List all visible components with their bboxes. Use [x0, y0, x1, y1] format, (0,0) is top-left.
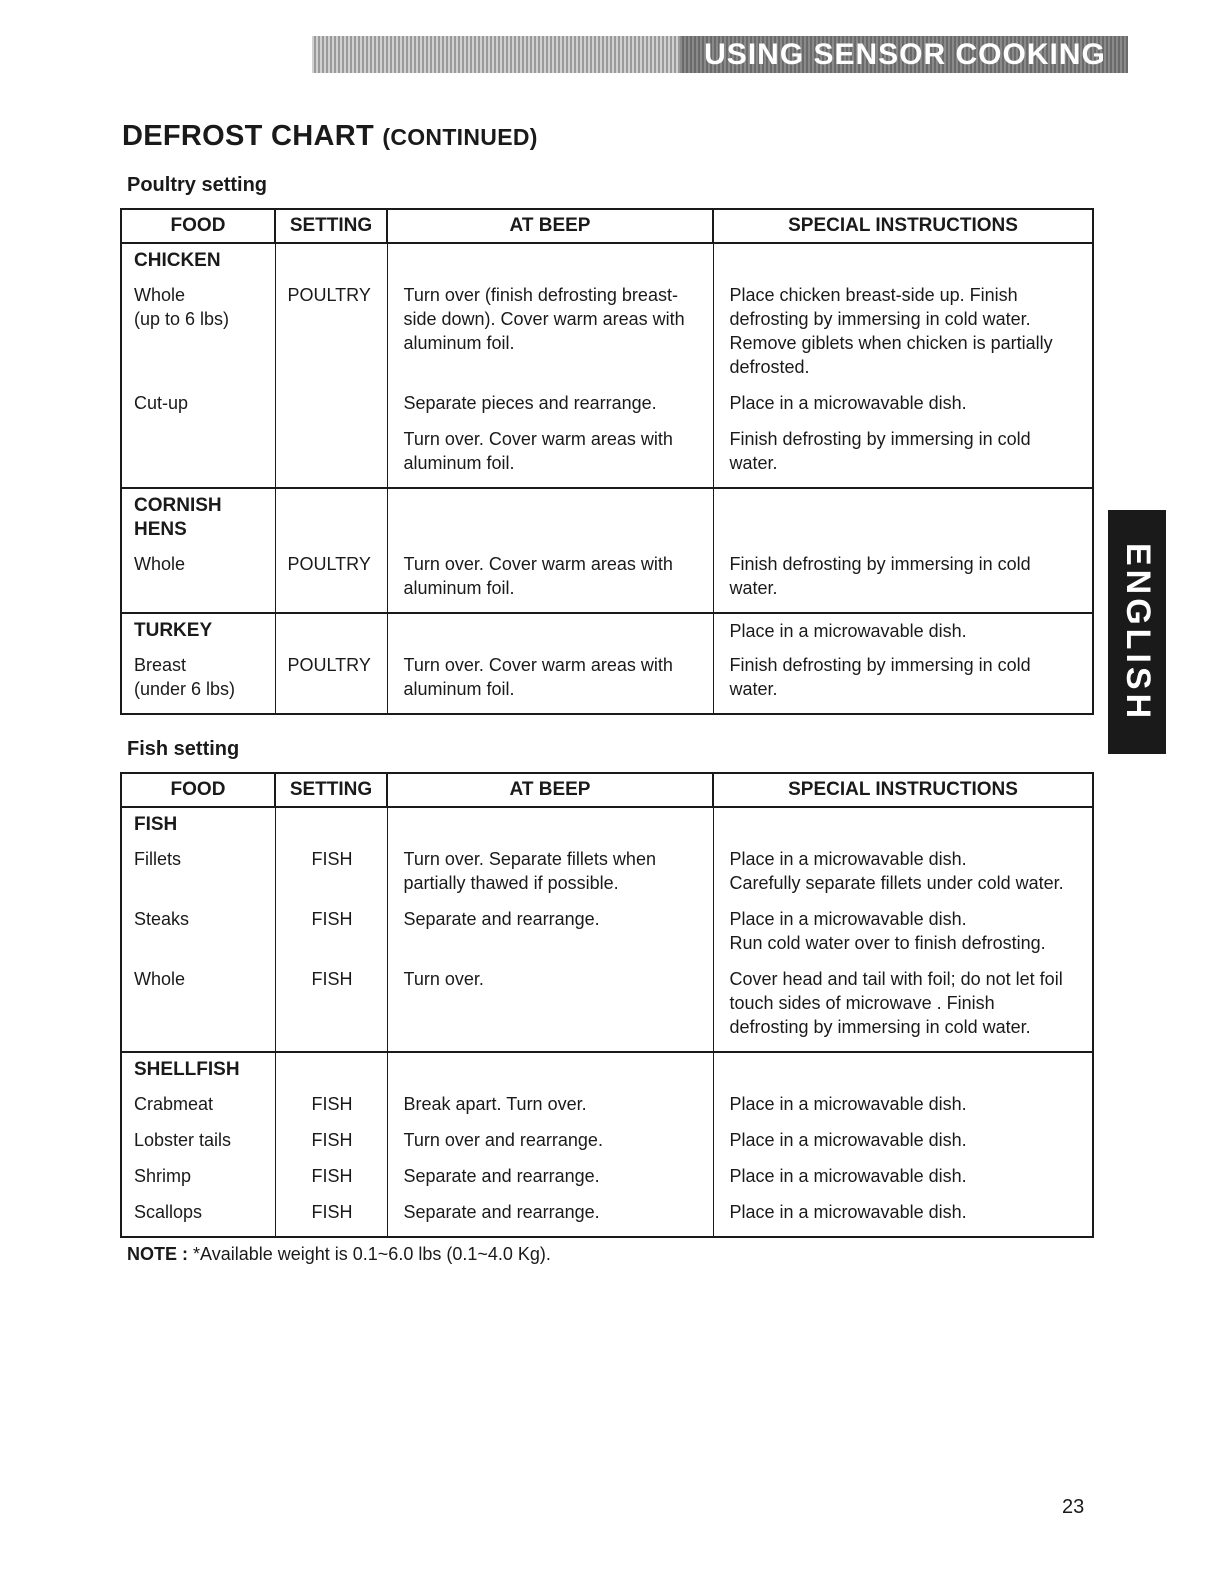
food-cell: Whole	[121, 967, 275, 1052]
column-header-at-beep: AT BEEP	[387, 773, 713, 807]
weight-note	[127, 1244, 551, 1265]
at-beep-cell: Turn over. Separate fillets when partially thawed if possible.	[387, 847, 713, 907]
setting-cell: FISH	[275, 1128, 387, 1164]
header-title: USING SENSOR COOKING	[704, 38, 1106, 71]
setting-cell: POULTRY	[275, 283, 387, 391]
special-cell: Place in a microwavable dish.	[713, 613, 1093, 653]
column-header-food: FOOD	[121, 773, 275, 807]
group-label: CORNISH HENS	[121, 488, 275, 552]
food-cell: Shrimp	[121, 1164, 275, 1200]
setting-cell: POULTRY	[275, 653, 387, 714]
setting-cell	[275, 391, 387, 427]
at-beep-cell: Turn over. Cover warm areas with aluminum foil.	[387, 653, 713, 714]
setting-cell: FISH	[275, 847, 387, 907]
special-cell: Place chicken breast-side up. Finish defrosting by immersing in cold water. Remove giblets when chicken is partially defrosted.	[713, 283, 1093, 391]
group-label: FISH	[121, 807, 275, 847]
table-row	[121, 283, 1093, 391]
column-header-special: SPECIAL INSTRUCTIONS	[713, 773, 1093, 807]
setting-cell	[275, 427, 387, 488]
group-row-turkey	[121, 613, 1093, 653]
special-cell: Place in a microwavable dish.	[713, 1092, 1093, 1128]
table-row	[121, 391, 1093, 427]
column-header-at-beep: AT BEEP	[387, 209, 713, 243]
special-cell: Place in a microwavable dish. Run cold water over to finish defrosting.	[713, 907, 1093, 967]
special-cell: Finish defrosting by immersing in cold water.	[713, 653, 1093, 714]
at-beep-cell: Separate pieces and rearrange.	[387, 391, 713, 427]
special-cell: Finish defrosting by immersing in cold water.	[713, 552, 1093, 613]
at-beep-cell: Turn over. Cover warm areas with aluminum foil.	[387, 552, 713, 613]
at-beep-cell: Break apart. Turn over.	[387, 1092, 713, 1128]
table-row	[121, 427, 1093, 488]
column-header-food: FOOD	[121, 209, 275, 243]
page-number: 23	[1062, 1496, 1085, 1518]
special-cell: Finish defrosting by immersing in cold water.	[713, 427, 1093, 488]
group-row-cornish-hens	[121, 488, 1093, 552]
food-cell: Whole	[121, 552, 275, 613]
special-cell: Place in a microwavable dish.	[713, 1200, 1093, 1237]
page-title-main: DEFROST CHART	[122, 120, 374, 152]
at-beep-cell: Separate and rearrange.	[387, 907, 713, 967]
setting-cell: POULTRY	[275, 552, 387, 613]
food-cell: Crabmeat	[121, 1092, 275, 1128]
setting-cell: FISH	[275, 967, 387, 1052]
setting-cell: FISH	[275, 1164, 387, 1200]
page-title	[122, 120, 538, 153]
food-cell: Fillets	[121, 847, 275, 907]
table-row	[121, 1200, 1093, 1237]
group-label: CHICKEN	[121, 243, 275, 283]
fish-table	[120, 772, 1094, 1238]
page-title-sub: (CONTINUED)	[382, 124, 538, 150]
table-row	[121, 847, 1093, 907]
at-beep-cell: Separate and rearrange.	[387, 1200, 713, 1237]
group-row-shellfish	[121, 1052, 1093, 1092]
table-row	[121, 1164, 1093, 1200]
poultry-section-title: Poultry setting	[127, 174, 268, 196]
fish-section-title: Fish setting	[127, 738, 240, 760]
food-cell: Lobster tails	[121, 1128, 275, 1164]
table-row	[121, 907, 1093, 967]
fish-header-row	[121, 773, 1093, 807]
column-header-setting: SETTING	[275, 209, 387, 243]
table-row	[121, 552, 1093, 613]
food-cell: Cut-up	[121, 391, 275, 427]
group-label: SHELLFISH	[121, 1052, 275, 1092]
special-cell: Place in a microwavable dish.	[713, 391, 1093, 427]
setting-cell: FISH	[275, 907, 387, 967]
table-row	[121, 967, 1093, 1052]
column-header-setting: SETTING	[275, 773, 387, 807]
setting-cell: FISH	[275, 1200, 387, 1237]
note-label: NOTE :	[127, 1244, 188, 1264]
at-beep-cell: Turn over. Cover warm areas with aluminum foil.	[387, 427, 713, 488]
at-beep-cell: Turn over.	[387, 967, 713, 1052]
food-cell: Scallops	[121, 1200, 275, 1237]
food-cell: Steaks	[121, 907, 275, 967]
group-row-chicken	[121, 243, 1093, 283]
table-row	[121, 653, 1093, 714]
side-tab-label: ENGLISH	[1119, 543, 1157, 723]
special-cell: Place in a microwavable dish.	[713, 1164, 1093, 1200]
setting-cell: FISH	[275, 1092, 387, 1128]
poultry-table	[120, 208, 1094, 715]
at-beep-cell: Turn over (finish defrosting breast- side down). Cover warm areas with aluminum foil.	[387, 283, 713, 391]
food-cell: Whole (up to 6 lbs)	[121, 283, 275, 391]
special-cell: Place in a microwavable dish.	[713, 1128, 1093, 1164]
table-row	[121, 1092, 1093, 1128]
note-text: *Available weight is 0.1~6.0 lbs (0.1~4.0 Kg).	[193, 1244, 551, 1264]
group-row-fish	[121, 807, 1093, 847]
food-cell: Breast (under 6 lbs)	[121, 653, 275, 714]
special-cell: Place in a microwavable dish. Carefully separate fillets under cold water.	[713, 847, 1093, 907]
food-cell	[121, 427, 275, 488]
poultry-header-row	[121, 209, 1093, 243]
at-beep-cell: Separate and rearrange.	[387, 1164, 713, 1200]
table-row	[121, 1128, 1093, 1164]
special-cell: Cover head and tail with foil; do not let foil touch sides of microwave . Finish defrosting by immersing in cold water.	[713, 967, 1093, 1052]
at-beep-cell: Turn over and rearrange.	[387, 1128, 713, 1164]
column-header-special: SPECIAL INSTRUCTIONS	[713, 209, 1093, 243]
group-label: TURKEY	[121, 613, 275, 653]
